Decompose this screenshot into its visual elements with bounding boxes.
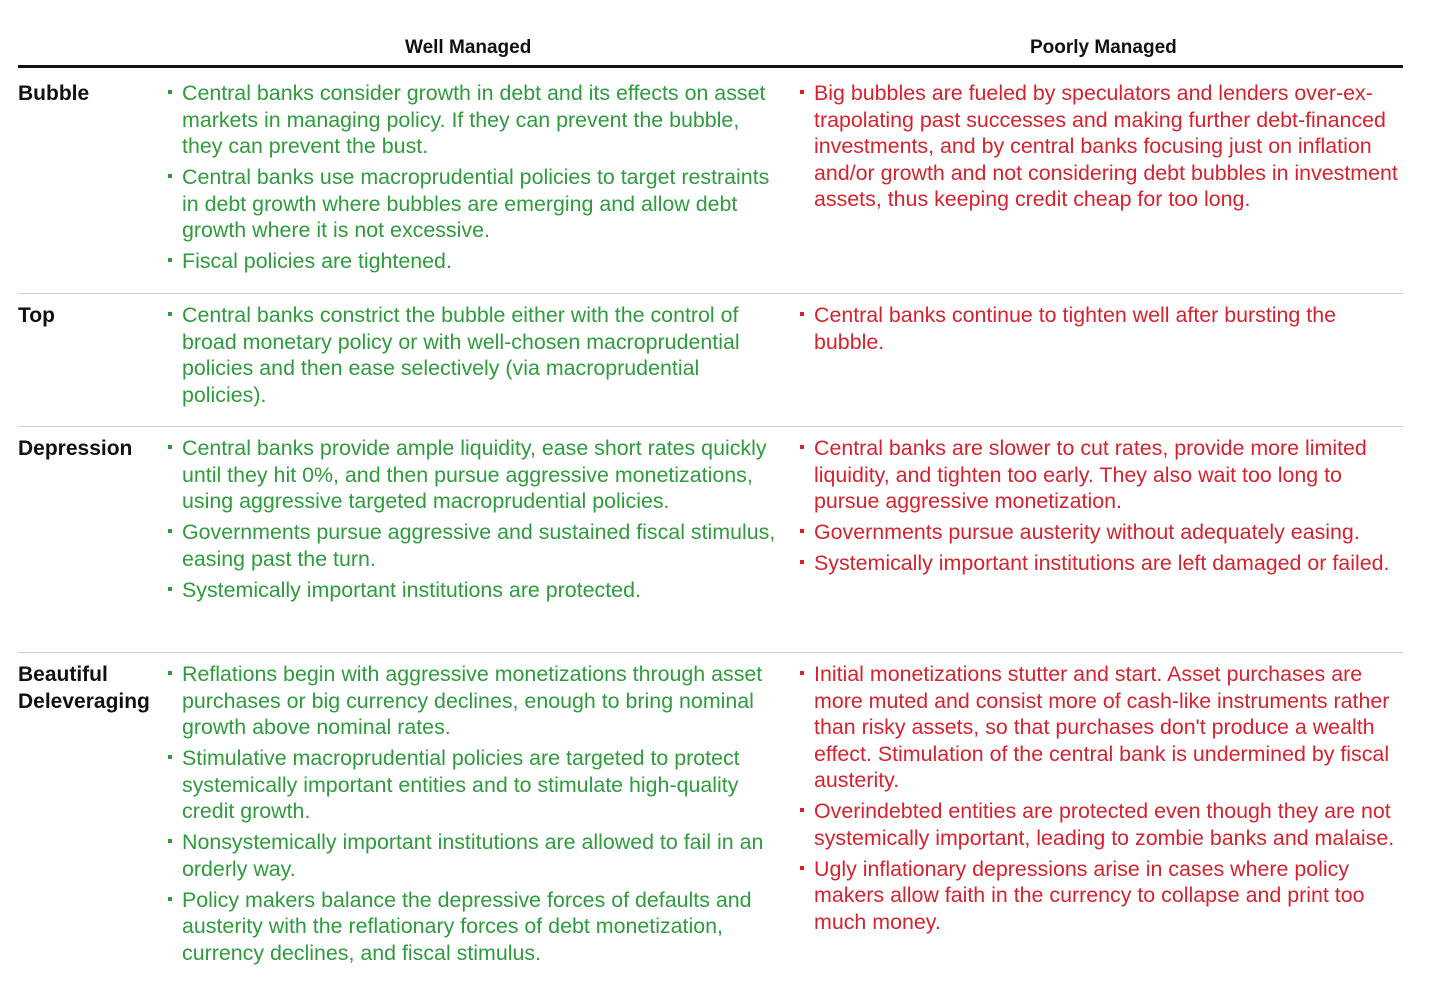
bullet-item: Central banks use macroprudential policies to target restraints in debt growth where bubbles are emerging and allow debt growth where it is not excessive. [165, 164, 780, 244]
bullet-item: Overindebted entities are protected even though they are not systemically important, leading to zombie banks and malaise. [797, 798, 1403, 851]
row-label: Beautiful Deleveraging [18, 663, 150, 713]
poorly-managed-cell [797, 80, 1403, 217]
table-row-top [18, 293, 1403, 427]
poorly-managed-column-title: Poorly Managed [1030, 37, 1177, 58]
row-label: Bubble [18, 82, 90, 105]
table-row-beautiful-deleveraging [18, 652, 1403, 989]
bullet-item: Reflations begin with aggressive monetizations through asset purchases or big currency declines, enough to bring nominal growth above nominal rates. [165, 661, 780, 741]
bullet-item: Central banks consider growth in debt and its effects on asset markets in managing policy. If they can prevent the bubble, they can prevent the bust. [165, 80, 780, 160]
well-managed-cell [165, 302, 780, 413]
bullet-item: Ugly inflationary depressions arise in cases where policy makers allow faith in the currency to collapse and print too much money. [797, 856, 1403, 936]
well-managed-cell [165, 80, 780, 279]
bullet-item: Big bubbles are fueled by speculators and lenders over-ex- trapolating past successes and making further debt-financed investments, and by central banks focusing just on inflation and/or growth and not considering debt bubbles in investment assets, thus keeping credit cheap for too long. [797, 80, 1403, 213]
table-row-depression [18, 426, 1403, 653]
poorly-managed-cell [797, 661, 1403, 940]
table-header [18, 0, 1403, 68]
bullet-item: Initial monetizations stutter and start. Asset purchases are more muted and consist more of cash-like instruments rather than risky assets, so that purchases don't produce a wealth effect. Stimulation of the central bank is undermined by fiscal austerity. [797, 661, 1403, 794]
bullet-item: Governments pursue aggressive and sustained fiscal stimulus, easing past the turn. [165, 519, 780, 572]
well-managed-cell [165, 435, 780, 608]
poorly-managed-cell [797, 302, 1403, 360]
bullet-item: Governments pursue austerity without adequately easing. [797, 519, 1403, 546]
bullet-item: Fiscal policies are tightened. [165, 248, 780, 275]
bullet-item: Nonsystemically important institutions are allowed to fail in an orderly way. [165, 829, 780, 882]
bullet-item: Systemically important institutions are protected. [165, 577, 780, 604]
poorly-managed-cell [797, 435, 1403, 581]
bullet-item: Policy makers balance the depressive forces of defaults and austerity with the reflationary forces of debt monetization, currency declines, and fiscal stimulus. [165, 887, 780, 967]
table-row-bubble [18, 72, 1403, 294]
row-label: Depression [18, 437, 133, 460]
policy-comparison-table [18, 0, 1403, 988]
well-managed-column-title: Well Managed [405, 37, 532, 58]
row-label: Top [18, 304, 55, 327]
bullet-item: Central banks continue to tighten well after bursting the bubble. [797, 302, 1403, 355]
bullet-item: Central banks constrict the bubble either with the control of broad monetary policy or with well-chosen macroprudential policies and then ease selectively (via macroprudential policies). [165, 302, 780, 408]
bullet-item: Systemically important institutions are left damaged or failed. [797, 550, 1403, 577]
bullet-item: Stimulative macroprudential policies are targeted to protect systemically important entities and to stimulate high-quality credit growth. [165, 745, 780, 825]
well-managed-cell [165, 661, 780, 971]
bullet-item: Central banks provide ample liquidity, ease short rates quickly until they hit 0%, and then pursue aggressive monetizations, using aggressive targeted macroprudential policies. [165, 435, 780, 515]
bullet-item: Central banks are slower to cut rates, provide more limited liquidity, and tighten too early. They also wait too long to pursue aggressive monetization. [797, 435, 1403, 515]
